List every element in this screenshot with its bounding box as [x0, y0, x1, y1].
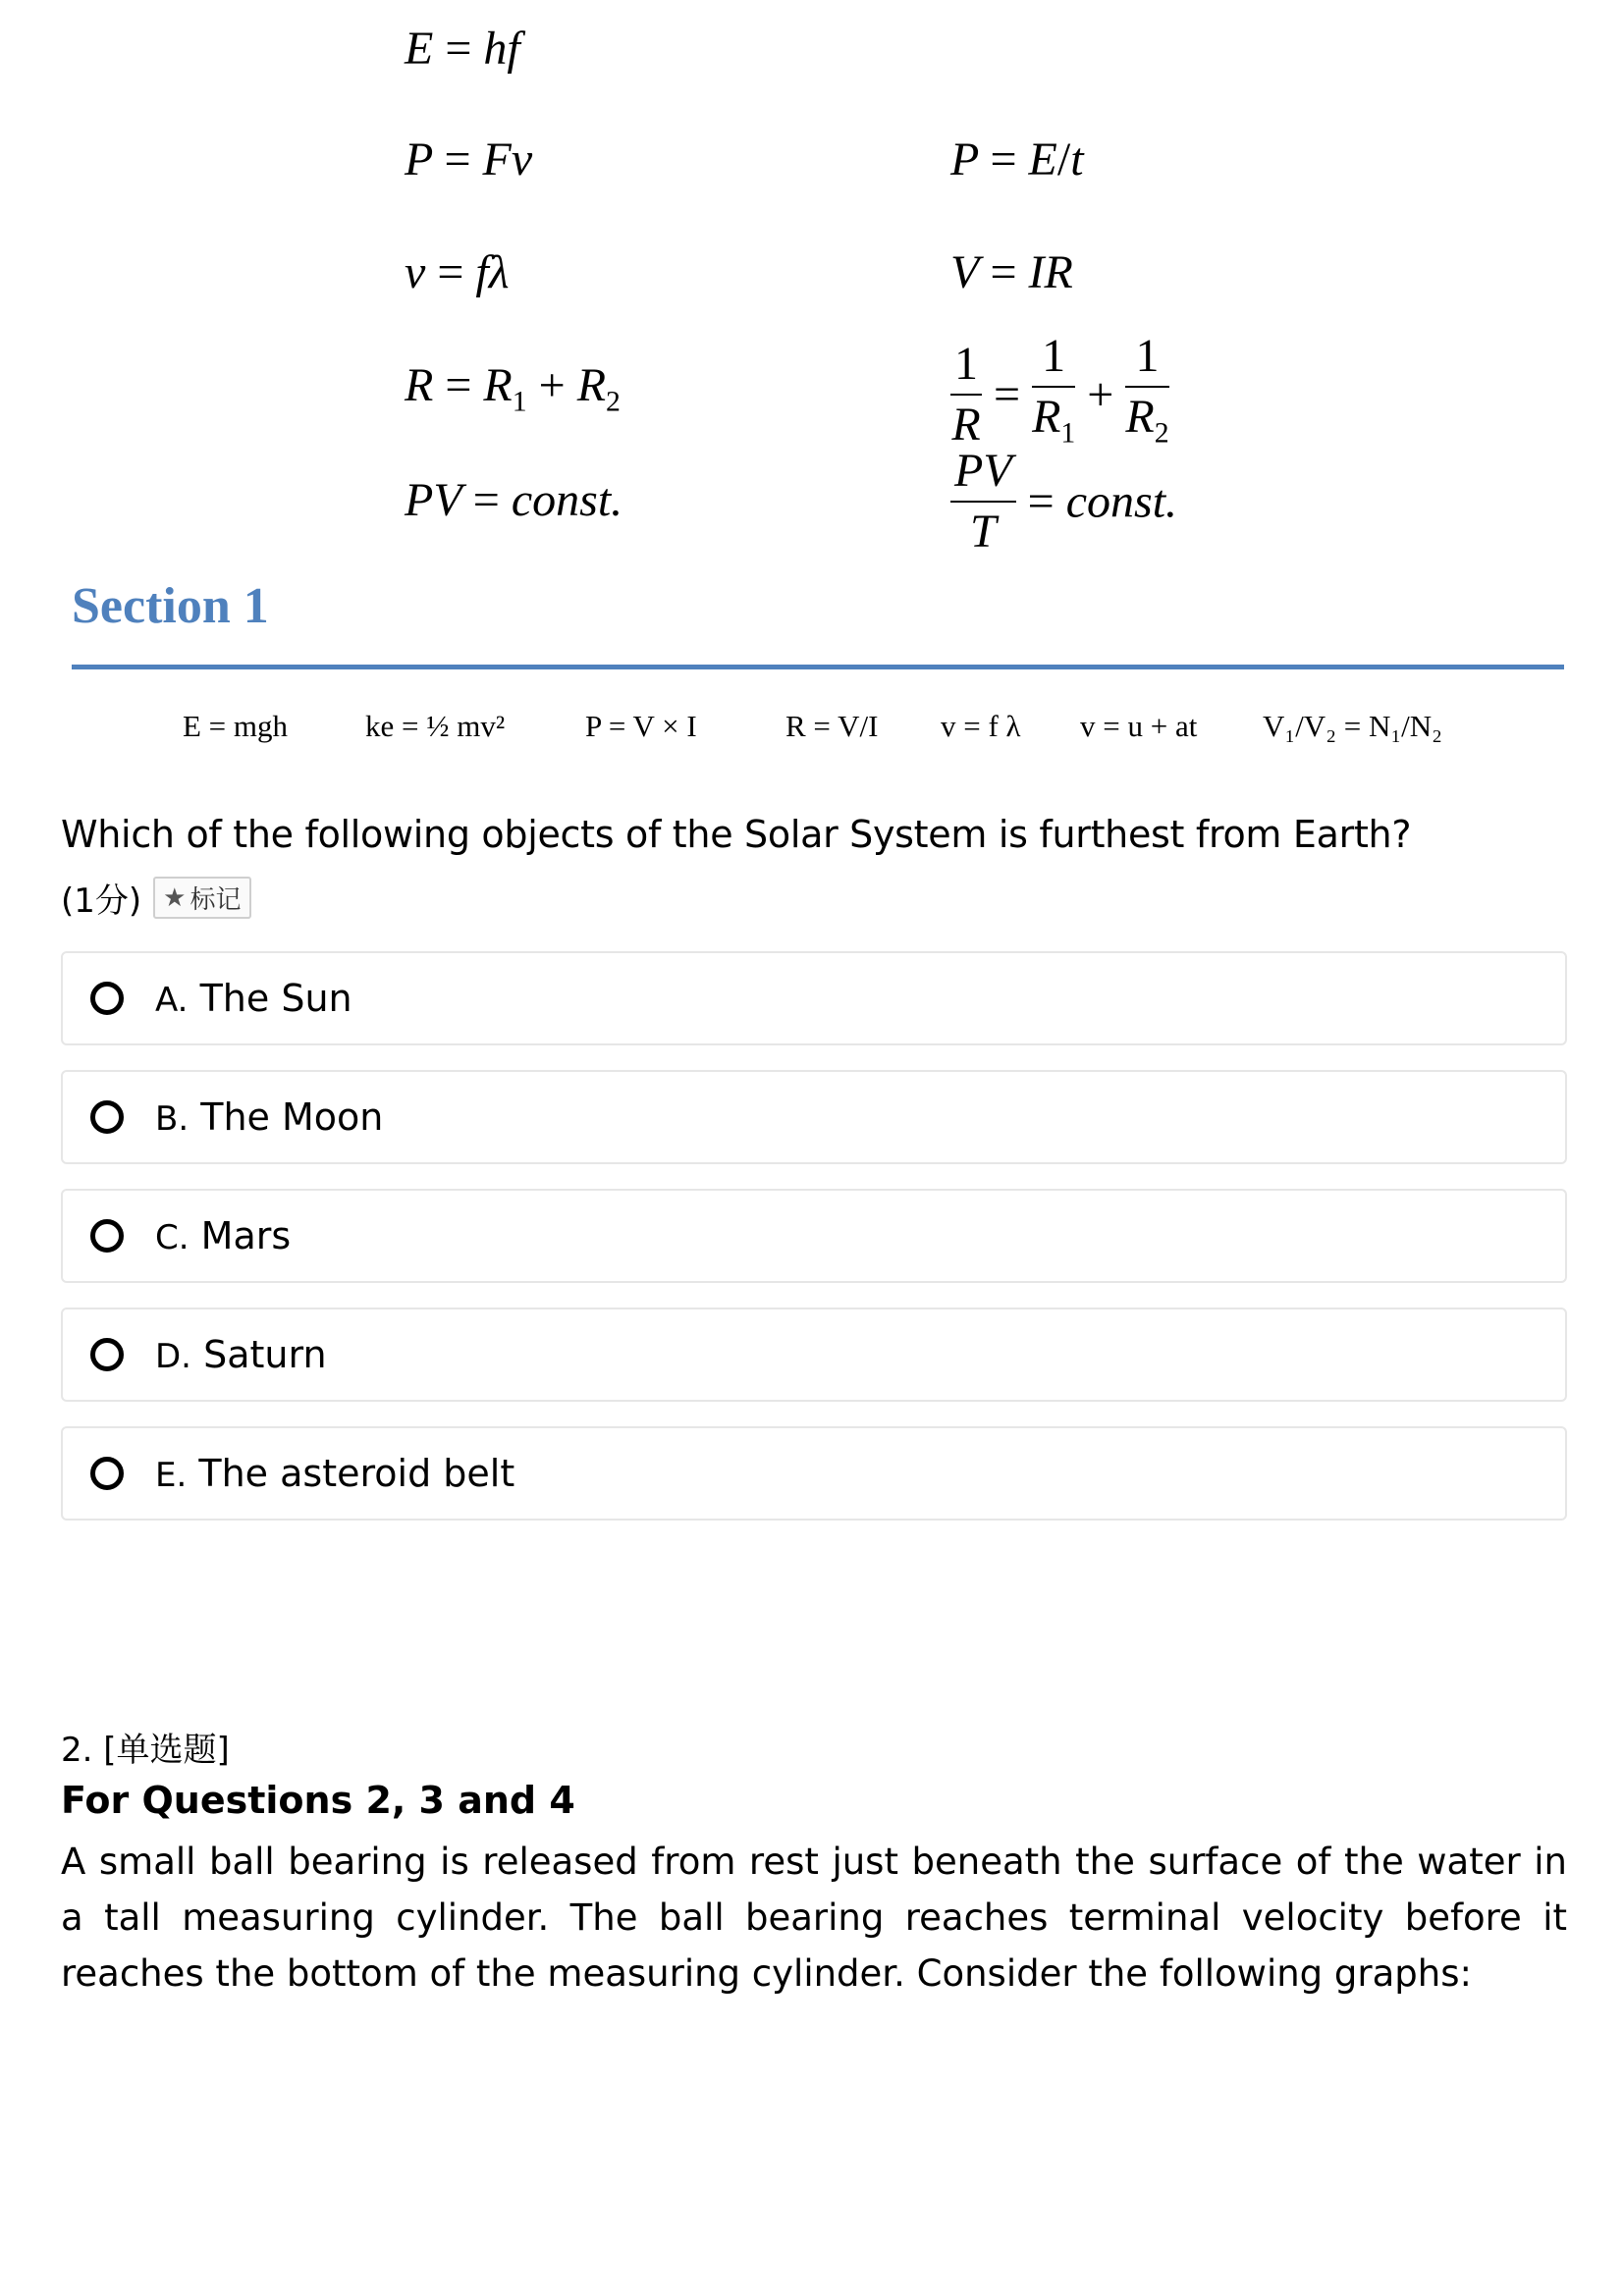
- formula-gas-law: $\frac{PV}{T}$ = const.: [950, 442, 1177, 561]
- radio-icon[interactable]: [90, 1100, 124, 1134]
- formula-boyle: PV = const.: [405, 474, 623, 526]
- option-e[interactable]: [61, 1426, 1567, 1521]
- option-label: B. The Moon: [155, 1095, 384, 1139]
- formula-photon-energy: E = hf: [405, 23, 520, 75]
- radio-icon[interactable]: [90, 1338, 124, 1371]
- option-label: C. Mars: [155, 1214, 292, 1257]
- section-title: Section 1: [72, 578, 269, 634]
- strip-formula-electric-power: P = V × I: [585, 709, 697, 743]
- question-score-row: [61, 874, 251, 922]
- strip-formula-velocity: v = u + at: [1080, 709, 1198, 743]
- option-d[interactable]: [61, 1308, 1567, 1402]
- formula-wave-speed: v = fλ: [405, 246, 510, 298]
- formula-power-energy: P = E/t: [950, 133, 1084, 186]
- question-text: Which of the following objects of the Solar System is furthest from Earth?: [61, 813, 1412, 856]
- strip-formula-kinetic-energy: ke = ½ mv²: [365, 709, 506, 743]
- strip-formula-potential-energy: E = mgh: [183, 709, 289, 743]
- option-a[interactable]: [61, 951, 1567, 1045]
- strip-formula-transformer: V₁/V₂ = N₁/N₂: [1263, 709, 1442, 743]
- question-heading: For Questions 2, 3 and 4: [61, 1779, 575, 1822]
- option-b[interactable]: [61, 1070, 1567, 1164]
- option-label: A. The Sun: [155, 977, 352, 1020]
- star-icon: ★: [163, 882, 187, 913]
- question-body: A small ball bearing is released from rest just beneath the surface of the water in a tall measuring cylinder. The ball bearing reaches terminal velocity before it reaches the bottom of the measuring cylinder. Consider the following graphs:: [61, 1841, 1567, 1995]
- option-label: E. The asteroid belt: [155, 1452, 515, 1495]
- formula-parallel-resistance: $\frac{1}{R}$ = $\frac{1}{R_1}$ + $\frac{1}{R_2}$: [950, 327, 1169, 462]
- mark-button[interactable]: [153, 877, 250, 919]
- option-label: D. Saturn: [155, 1333, 327, 1376]
- radio-icon[interactable]: [90, 982, 124, 1015]
- formula-power-force: P = Fv: [405, 133, 533, 186]
- formula-ohm: V = IR: [950, 246, 1073, 298]
- strip-formula-wave-speed: v = f λ: [941, 709, 1021, 743]
- question-score: (1分): [61, 881, 142, 921]
- radio-icon[interactable]: [90, 1219, 124, 1253]
- radio-icon[interactable]: [90, 1457, 124, 1490]
- strip-formula-resistance: R = V/I: [785, 709, 879, 743]
- section-divider: [72, 665, 1564, 669]
- question-number: 2. [单选题]: [61, 1731, 230, 1770]
- option-c[interactable]: [61, 1189, 1567, 1283]
- mark-label: 标记: [189, 885, 242, 915]
- formula-series-resistance: $R = R_1 + R_2$: [405, 359, 621, 418]
